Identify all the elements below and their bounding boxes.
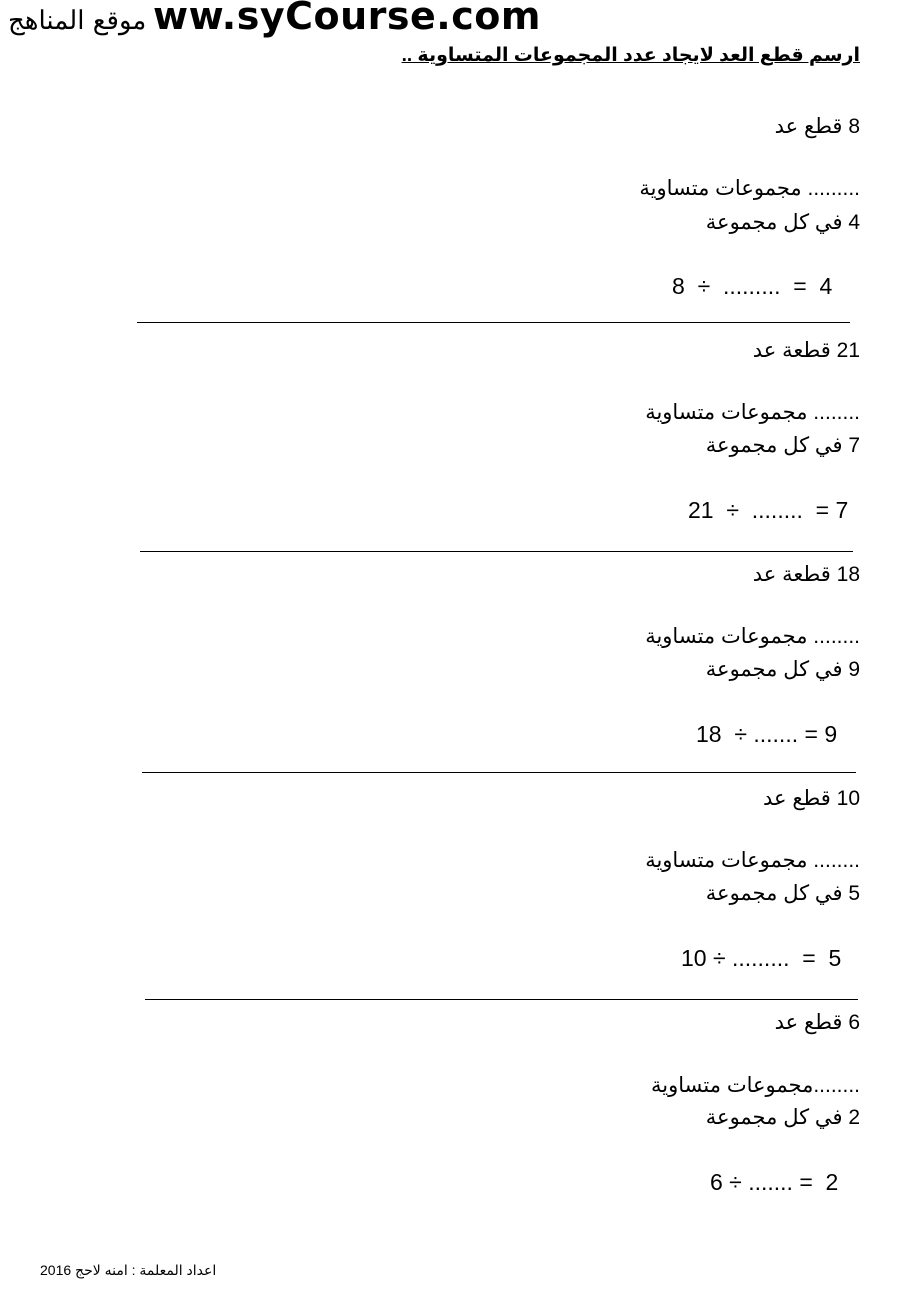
division-equation: 10 ÷ ......... = 5 bbox=[681, 945, 842, 971]
divider bbox=[142, 772, 856, 773]
divider bbox=[145, 999, 858, 1000]
pieces-count: 6 قطع عد bbox=[774, 1011, 860, 1034]
division-equation: 21 ÷ ........ = 7 bbox=[688, 497, 849, 523]
per-group: 9 في كل مجموعة bbox=[705, 658, 860, 681]
division-equation: 18 ÷ ....... = 9 bbox=[696, 721, 838, 747]
per-group: 4 في كل مجموعة bbox=[705, 211, 860, 234]
site-name: موقع المناهج bbox=[8, 6, 147, 36]
groups-blank: ........ مجموعات متساوية bbox=[645, 401, 860, 424]
per-group: 7 في كل مجموعة bbox=[705, 434, 860, 457]
worksheet-title: ارسم قطع العد لايجاد عدد المجموعات المتساوية .. bbox=[401, 45, 860, 66]
divider bbox=[137, 322, 850, 323]
groups-blank: ........ مجموعات متساوية bbox=[645, 625, 860, 648]
footer-credit: اعداد المعلمة : امنه لاحج 2016 bbox=[40, 1262, 217, 1278]
per-group: 5 في كل مجموعة bbox=[705, 882, 860, 905]
site-header bbox=[8, 0, 541, 38]
division-equation: 6 ÷ ....... = 2 bbox=[710, 1169, 839, 1195]
groups-blank: ........مجموعات متساوية bbox=[651, 1074, 860, 1097]
site-url: ww.syCourse.com bbox=[153, 0, 541, 38]
groups-blank: ........ مجموعات متساوية bbox=[645, 849, 860, 872]
pieces-count: 10 قطع عد bbox=[762, 787, 860, 810]
groups-blank: ......... مجموعات متساوية bbox=[639, 177, 860, 200]
pieces-count: 21 قطعة عد bbox=[752, 339, 860, 362]
per-group: 2 في كل مجموعة bbox=[705, 1106, 860, 1129]
divider bbox=[140, 551, 853, 552]
pieces-count: 8 قطع عد bbox=[774, 115, 860, 138]
division-equation: 8 ÷ ......... = 4 bbox=[672, 273, 833, 299]
pieces-count: 18 قطعة عد bbox=[752, 563, 860, 586]
